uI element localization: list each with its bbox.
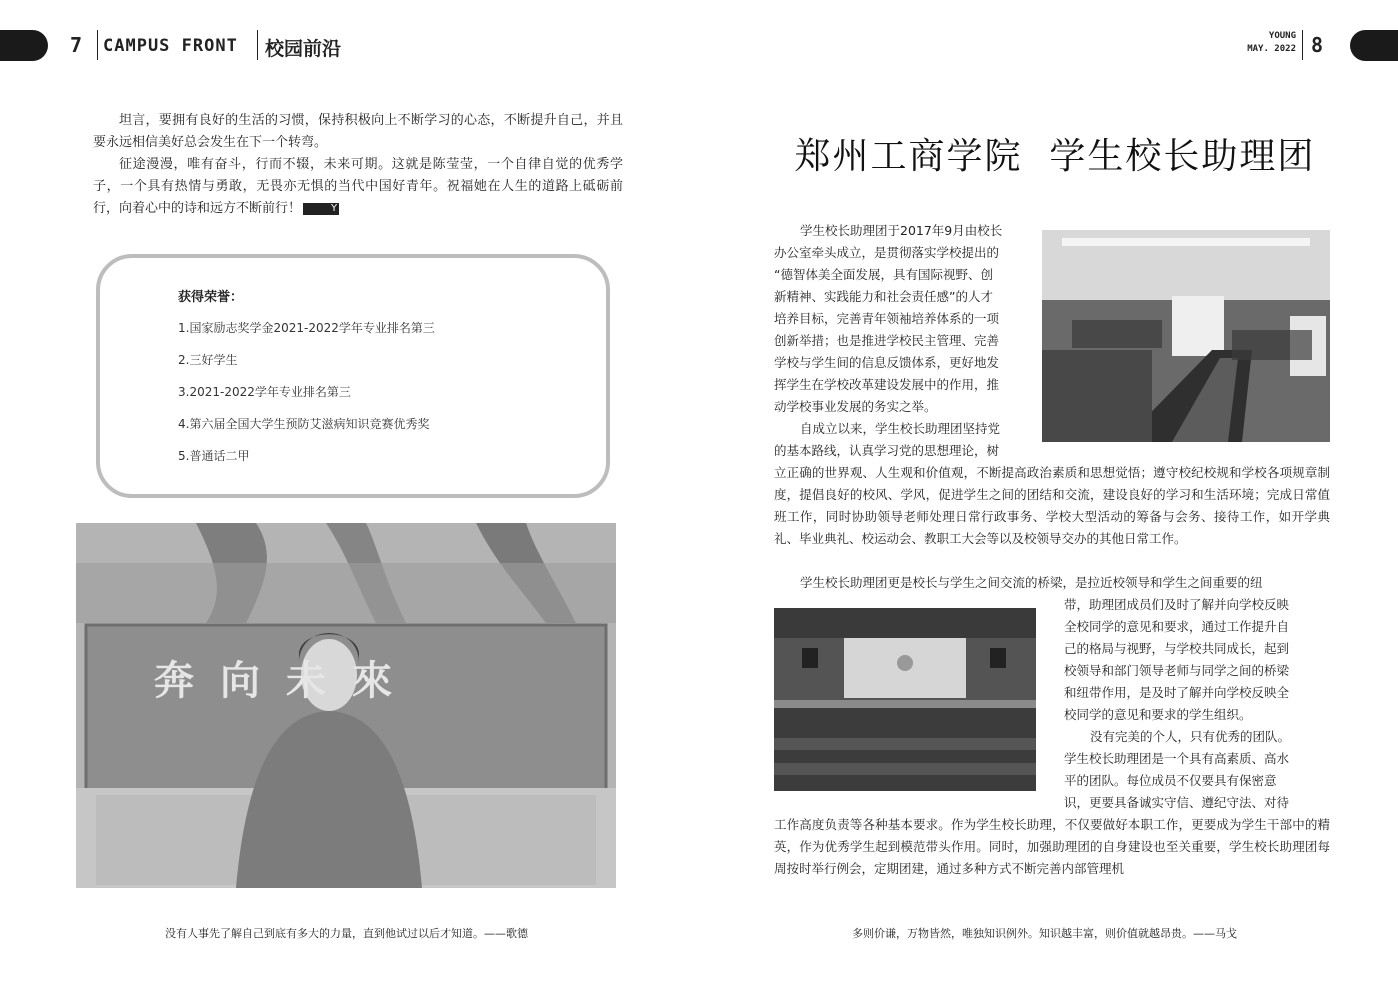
photo-sign-text: 奔向未來 (154, 657, 418, 704)
text-line: 带，助理团成员们及时了解并向学校反映 (1064, 597, 1290, 612)
student-portrait-photo (76, 523, 616, 888)
honors-title: 获得荣誉： (178, 290, 244, 305)
honors-item: 4.第六届全国大学生预防艾滋病知识竞赛优秀奖 (178, 417, 430, 431)
text-line: 校同学的意见和要求的学生组织。 (1064, 707, 1252, 722)
text-line: 和纽带作用，是及时了解并向学校反映全 (1064, 685, 1290, 700)
honors-box (96, 254, 610, 498)
end-mark-icon: Y (303, 203, 339, 215)
text-line: 挥学生在学校改革建设发展中的作用，推 (774, 377, 1000, 392)
right-footer-quote: 多则价谦，万物皆然，唯独知识例外。知识越丰富，则价值就越昂贵。——马戈 (852, 927, 1237, 940)
left-paragraph-2: 征途漫漫，唯有奋斗，行而不辍，未来可期。这就是陈莹莹，一个自律自觉的优秀学子，一个具有热情与勇敢，无畏亦无惧的当代中国好青年。祝福她在人生的道路上砥砺前行，向着心中的诗和远方不断前行！ Y (93, 157, 623, 216)
meeting-room-photo (1042, 230, 1330, 442)
right-paragraph-1 (774, 220, 1034, 462)
right-paragraph-3-rest (1064, 594, 1330, 814)
right-page-number: 8 (1311, 33, 1324, 57)
text-line: 全校同学的意见和要求，通过工作提升自 (1064, 619, 1290, 634)
left-paragraph-1: 坦言，要拥有良好的生活的习惯，保持积极向上不断学习的心态，不断提升自己，并且要永远相信美好总会发生在下一个转弯。 (93, 113, 623, 150)
honors-item: 3.2021-2022学年专业排名第三 (178, 385, 351, 399)
text-line: 己的格局与视野，与学校共同成长，起到 (1064, 641, 1290, 656)
text-line: 新精神、实践能力和社会责任感”的人才 (774, 289, 993, 304)
meeting-illustration (1042, 230, 1330, 442)
text-line: 学生校长助理团于2017年9月由校长 (800, 223, 1003, 238)
left-footer-quote: 没有人事先了解自己到底有多大的力量，直到他试过以后才知道。——歌德 (165, 927, 528, 940)
header-divider (97, 30, 98, 60)
article-headline: 郑州工商学院 学生校长助理团 (794, 136, 1316, 177)
text-line: 学校与学生间的信息反馈体系，更好地发 (774, 355, 1000, 370)
text-line: 没有完美的个人，只有优秀的团队。 (1090, 729, 1291, 744)
text-line: “德智体美全面发展，具有国际视野、创 (774, 267, 993, 282)
text-line: 办公室牵头成立，是贯彻落实学校提出的 (774, 245, 1000, 260)
text-line: 动学校事业发展的务实之举。 (774, 399, 937, 414)
text-line: 学生校长助理团是一个具有高素质、高水 (1064, 751, 1290, 766)
right-page-tab (1350, 30, 1398, 61)
honors-item: 1.国家励志奖学金2021-2022学年专业排名第三 (178, 321, 435, 335)
text-line: 的基本路线，认真学习党的思想理论，树 (774, 443, 1000, 458)
right-paragraph-5: 工作高度负责等各种基本要求。作为学生校长助理，不仅要做好本职工作，更要成为学生干部中的精英，作为优秀学生起到模范带头作用。同时，加强助理团的自身建设也至关重要，学生校长助理团每周按时举行例会，定期团建，通过多种方式不断完善内部管理机 (774, 817, 1330, 876)
header-divider (257, 30, 258, 60)
text-line: 平的团队。每位成员不仅要具有保密意 (1064, 773, 1277, 788)
honors-item: 5.普通话二甲 (178, 449, 250, 463)
text-line: 自成立以来，学生校长助理团坚持党 (800, 421, 1001, 436)
text-line: 培养目标，完善青年领袖培养体系的一项 (774, 311, 1000, 326)
text-line: 识，更要具备诚实守信、遵纪守法、对待 (1064, 795, 1290, 810)
header-divider (1302, 30, 1303, 60)
auditorium-illustration (774, 608, 1036, 791)
text-line: 创新举措；也是推进学校民主管理、完善 (774, 333, 1000, 348)
auditorium-photo (774, 608, 1036, 791)
issue-date: MAY. 2022 (1247, 44, 1296, 54)
magazine-name: YOUNG (1268, 31, 1296, 41)
left-page-number: 7 (70, 33, 83, 57)
honors-item: 2.三好学生 (178, 353, 238, 367)
right-paragraph-2: 立正确的世界观、人生观和价值观，不断提高政治素质和思想觉悟；遵守校纪校规和学校各项规章制度，提倡良好的校风、学风，促进学生之间的团结和交流，建设良好的学习和生活环境；完成日常值班工作，同时协助领导老师处理日常行政事务、学校大型活动的筹备与会务、接待工作，如开学典礼、毕业典礼、校运动会、教职工大会等以及校领导交办的其他日常工作。 (774, 465, 1330, 546)
section-title-cn: 校园前沿 (265, 38, 342, 60)
section-title-en: CAMPUS FRONT (103, 36, 238, 56)
text-line: 校领导和部门领导老师与同学之间的桥梁 (1064, 663, 1290, 678)
right-paragraph-3-first-line: 学生校长助理团更是校长与学生之间交流的桥梁，是拉近校领导和学生之间重要的纽 (800, 575, 1263, 590)
left-page-tab (0, 30, 48, 61)
